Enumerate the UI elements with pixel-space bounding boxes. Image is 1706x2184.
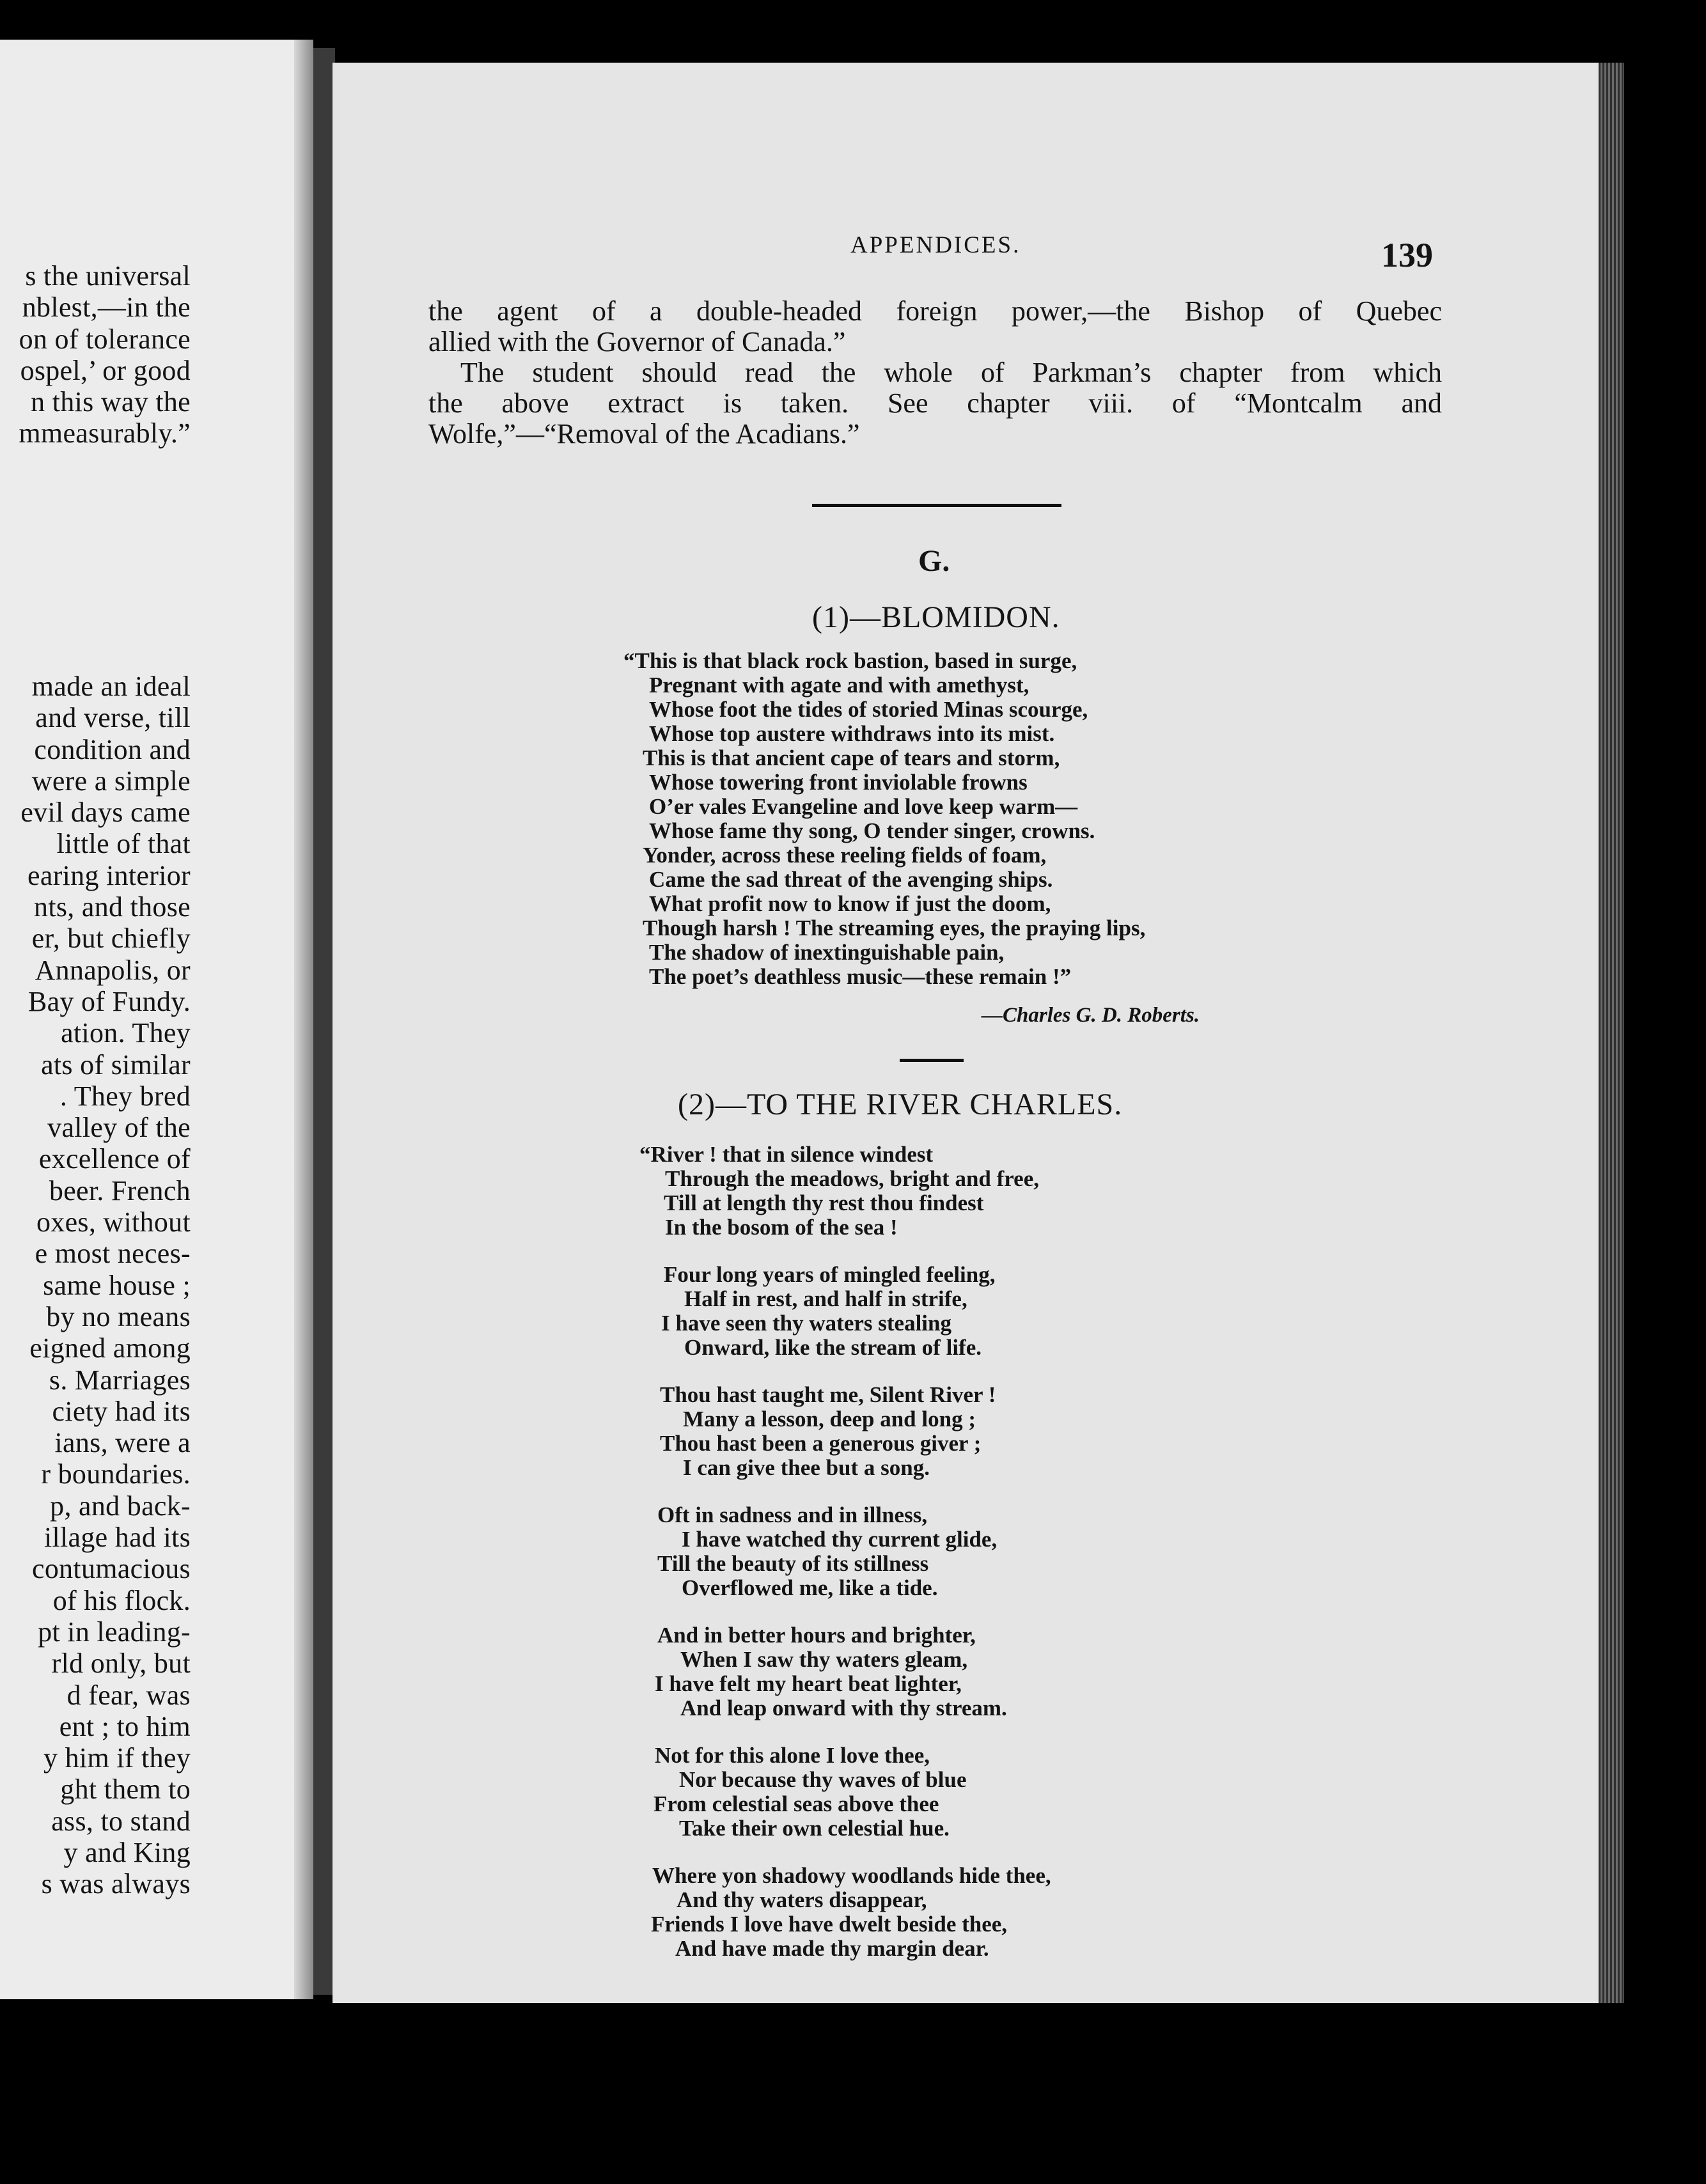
poem-stanza bbox=[639, 1623, 1051, 1720]
poem-attribution: —Charles G. D. Roberts. bbox=[982, 1004, 1200, 1027]
poem-line: I have seen thy waters stealing bbox=[661, 1311, 951, 1336]
left-page-line: mmeasurably.” bbox=[19, 417, 191, 449]
left-page-line: by no means bbox=[46, 1300, 191, 1332]
left-page-line: beer. French bbox=[49, 1174, 191, 1206]
left-page-line: ass, to stand bbox=[51, 1805, 191, 1837]
poem-river-charles bbox=[639, 1143, 1051, 1984]
poem-line: Till at length thy rest thou findest bbox=[664, 1190, 984, 1215]
page-stack-edge bbox=[1599, 63, 1624, 2003]
poem-stanza bbox=[639, 1263, 1051, 1360]
left-page-line: nblest,—in the bbox=[22, 292, 191, 324]
left-page-line: contumacious bbox=[32, 1553, 191, 1585]
left-page-line: Annapolis, or bbox=[35, 954, 191, 986]
poem-line: Came the sad threat of the avenging ships. bbox=[649, 867, 1053, 892]
page-number: 139 bbox=[1381, 236, 1433, 274]
left-page-line: p, and back- bbox=[50, 1490, 191, 1522]
poem-line: Friends I love have dwelt beside thee, bbox=[651, 1912, 1008, 1937]
left-page-line: rld only, but bbox=[51, 1648, 191, 1680]
running-head: APPENDICES. bbox=[850, 232, 1021, 258]
left-page-line: r boundaries. bbox=[41, 1458, 191, 1490]
poem-line: Thou hast taught me, Silent River ! bbox=[660, 1382, 996, 1407]
left-page-line: ation. They bbox=[61, 1017, 191, 1049]
poem-line: In the bosom of the sea ! bbox=[665, 1215, 898, 1240]
left-page-line: y and King bbox=[63, 1836, 191, 1868]
poem-line: Through the meadows, bright and free, bbox=[665, 1166, 1040, 1191]
left-page-line: ians, were a bbox=[54, 1427, 191, 1459]
left-page-line: y him if they bbox=[43, 1742, 191, 1774]
poem-stanza bbox=[639, 1503, 1051, 1600]
left-page-line: same house ; bbox=[43, 1269, 191, 1301]
left-page-line: n this way the bbox=[31, 386, 191, 418]
poem-line: Oft in sadness and in illness, bbox=[657, 1502, 928, 1527]
left-page-text-lower bbox=[20, 671, 191, 1900]
poem-title-blomidon: (1)—BLOMIDON. bbox=[812, 600, 1060, 634]
poem-line: Not for this alone I love thee, bbox=[655, 1743, 930, 1768]
poem-line: Take their own celestial hue. bbox=[679, 1816, 950, 1841]
poem-line: “This is that black rock bastion, based in surge, bbox=[623, 648, 1077, 673]
poem-line: Pregnant with agate and with amethyst, bbox=[649, 673, 1029, 698]
left-page-line: ciety had its bbox=[52, 1395, 191, 1427]
poem-line: This is that ancient cape of tears and storm, bbox=[643, 745, 1060, 770]
left-page-line: nts, and those bbox=[34, 891, 191, 923]
poem-line: Nor because thy waves of blue bbox=[679, 1767, 967, 1792]
left-page-line: . They bred bbox=[59, 1080, 191, 1112]
poem-stanza bbox=[639, 1383, 1051, 1480]
poem-line: Where yon shadowy woodlands hide thee, bbox=[652, 1863, 1051, 1888]
poem-line: The poet’s deathless music—these remain !” bbox=[649, 964, 1072, 989]
left-page-line: e most neces- bbox=[35, 1238, 191, 1270]
left-page-line: ats of similar bbox=[41, 1049, 191, 1080]
intro-line: the agent of a double-headed foreign power,—the Bishop of Quebec bbox=[428, 295, 1442, 327]
intro-line: Wolfe,”—“Removal of the Acadians.” bbox=[428, 418, 860, 449]
left-page-line: valley of the bbox=[47, 1112, 191, 1144]
poem-line: Thou hast been a generous giver ; bbox=[660, 1431, 982, 1456]
intro-line: the above extract is taken. See chapter viii. of “Montcalm and bbox=[428, 387, 1442, 419]
left-page-line: s the universal bbox=[25, 260, 191, 292]
left-page-line: ospel,’ or good bbox=[20, 354, 191, 386]
left-page-line: of his flock. bbox=[52, 1584, 191, 1616]
poem-line: “River ! that in silence windest bbox=[639, 1142, 934, 1167]
left-page-line: little of that bbox=[56, 828, 191, 860]
left-page-line: eigned among bbox=[29, 1332, 191, 1364]
poem-line: And leap onward with thy stream. bbox=[680, 1696, 1007, 1720]
left-page-text-upper bbox=[19, 260, 191, 449]
left-page-line: made an ideal bbox=[31, 671, 191, 702]
left-page-line: earing interior bbox=[27, 859, 191, 891]
poem-line: Overflowed me, like a tide. bbox=[682, 1575, 938, 1600]
poem-line: Whose towering front inviolable frowns bbox=[649, 770, 1028, 795]
left-page-line: pt in leading- bbox=[38, 1616, 191, 1648]
poem-line: And in better hours and brighter, bbox=[657, 1623, 976, 1648]
intro-paragraph bbox=[428, 296, 1442, 449]
left-page-line: Bay of Fundy. bbox=[27, 985, 191, 1017]
intro-line: allied with the Governor of Canada.” bbox=[428, 326, 846, 357]
left-page-line: ent ; to him bbox=[59, 1710, 191, 1742]
poem-line: I can give thee but a song. bbox=[683, 1455, 930, 1480]
book-binding bbox=[313, 48, 335, 1995]
poem-line: Four long years of mingled feeling, bbox=[664, 1262, 996, 1287]
poem-line: And thy waters disappear, bbox=[677, 1887, 927, 1912]
left-page-line: illage had its bbox=[43, 1522, 191, 1554]
section-divider-rule bbox=[812, 504, 1061, 507]
poem-line: When I saw thy waters gleam, bbox=[680, 1647, 968, 1672]
left-page-line: and verse, till bbox=[35, 702, 191, 734]
left-page-line: condition and bbox=[34, 733, 191, 765]
left-page-line: s. Marriages bbox=[49, 1364, 191, 1396]
poem-stanza bbox=[639, 1143, 1051, 1240]
poem-line: Half in rest, and half in strife, bbox=[684, 1286, 967, 1311]
poem-line: O’er vales Evangeline and love keep warm— bbox=[649, 794, 1078, 819]
poem-blomidon bbox=[623, 649, 1145, 989]
left-page-line: were a simple bbox=[31, 765, 191, 797]
poem-line: I have watched thy current glide, bbox=[682, 1527, 998, 1552]
left-page-line: s was always bbox=[41, 1868, 191, 1900]
poem-divider-rule bbox=[900, 1059, 964, 1062]
poem-line: Whose foot the tides of storied Minas scourge, bbox=[649, 697, 1088, 722]
poem-line: Though harsh ! The streaming eyes, the praying lips, bbox=[643, 916, 1146, 940]
poem-line: And have made thy margin dear. bbox=[675, 1936, 989, 1961]
poem-line: Till the beauty of its stillness bbox=[657, 1551, 929, 1576]
poem-line: Onward, like the stream of life. bbox=[684, 1335, 982, 1360]
poem-line: Yonder, across these reeling fields of foam, bbox=[643, 843, 1047, 868]
left-page-line: evil days came bbox=[20, 797, 191, 829]
left-page-line: ght them to bbox=[60, 1774, 191, 1806]
left-facing-page bbox=[0, 40, 313, 1999]
intro-line: The student should read the whole of Parkman’s chapter from which bbox=[460, 357, 1442, 388]
poem-line: I have felt my heart beat lighter, bbox=[655, 1671, 962, 1696]
poem-stanza bbox=[639, 1864, 1051, 1961]
left-page-line: on of tolerance bbox=[19, 323, 191, 355]
poem-line: What profit now to know if just the doom, bbox=[649, 891, 1051, 916]
left-page-line: excellence of bbox=[38, 1143, 191, 1175]
left-page-line: er, but chiefly bbox=[31, 923, 191, 955]
poem-line: The shadow of inextinguishable pain, bbox=[649, 940, 1005, 965]
left-page-line: d fear, was bbox=[67, 1679, 191, 1711]
poem-stanza bbox=[639, 1743, 1051, 1841]
poem-title-river-charles: (2)—TO THE RIVER CHARLES. bbox=[678, 1088, 1123, 1121]
poem-line: Many a lesson, deep and long ; bbox=[683, 1407, 976, 1431]
poem-line: Whose fame thy song, O tender singer, crowns. bbox=[649, 818, 1095, 843]
poem-line: Whose top austere withdraws into its mist. bbox=[649, 721, 1055, 746]
poem-line: From celestial seas above thee bbox=[653, 1791, 939, 1816]
section-heading: G. bbox=[918, 544, 950, 578]
left-page-line: oxes, without bbox=[36, 1206, 191, 1238]
left-page-gutter-shadow bbox=[294, 40, 313, 1999]
